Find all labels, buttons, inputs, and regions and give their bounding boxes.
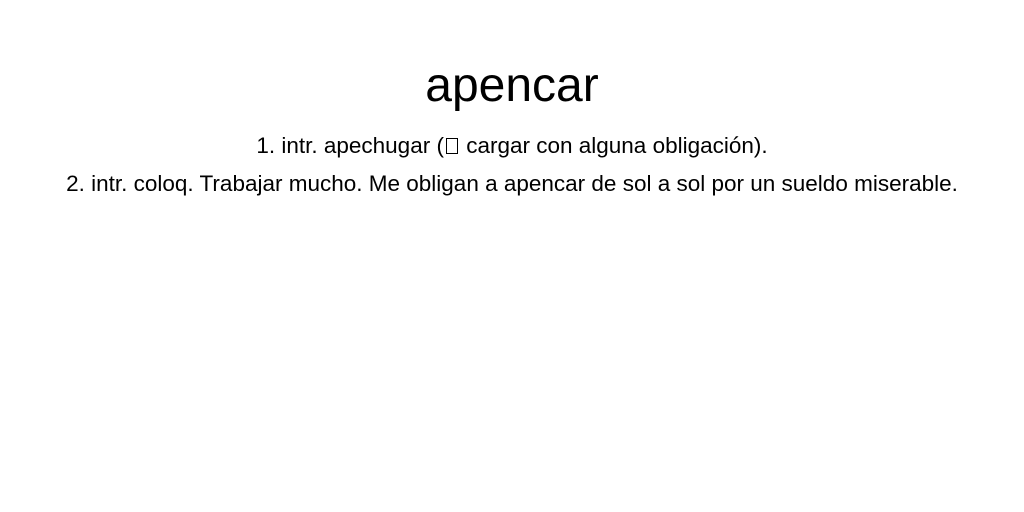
- definition-list: [62, 127, 962, 203]
- definition-text: 2. intr. coloq. Trabajar mucho. Me obligan a apencar de sol a sol por un sueldo miserable.: [66, 171, 958, 196]
- definition-item: [62, 165, 962, 203]
- missing-glyph-icon: [446, 138, 458, 154]
- definition-text: 1. intr. apechugar (: [256, 133, 444, 158]
- definition-item: [62, 127, 962, 165]
- headword-title: apencar: [425, 59, 599, 112]
- definition-text: cargar con alguna obligación).: [459, 133, 768, 158]
